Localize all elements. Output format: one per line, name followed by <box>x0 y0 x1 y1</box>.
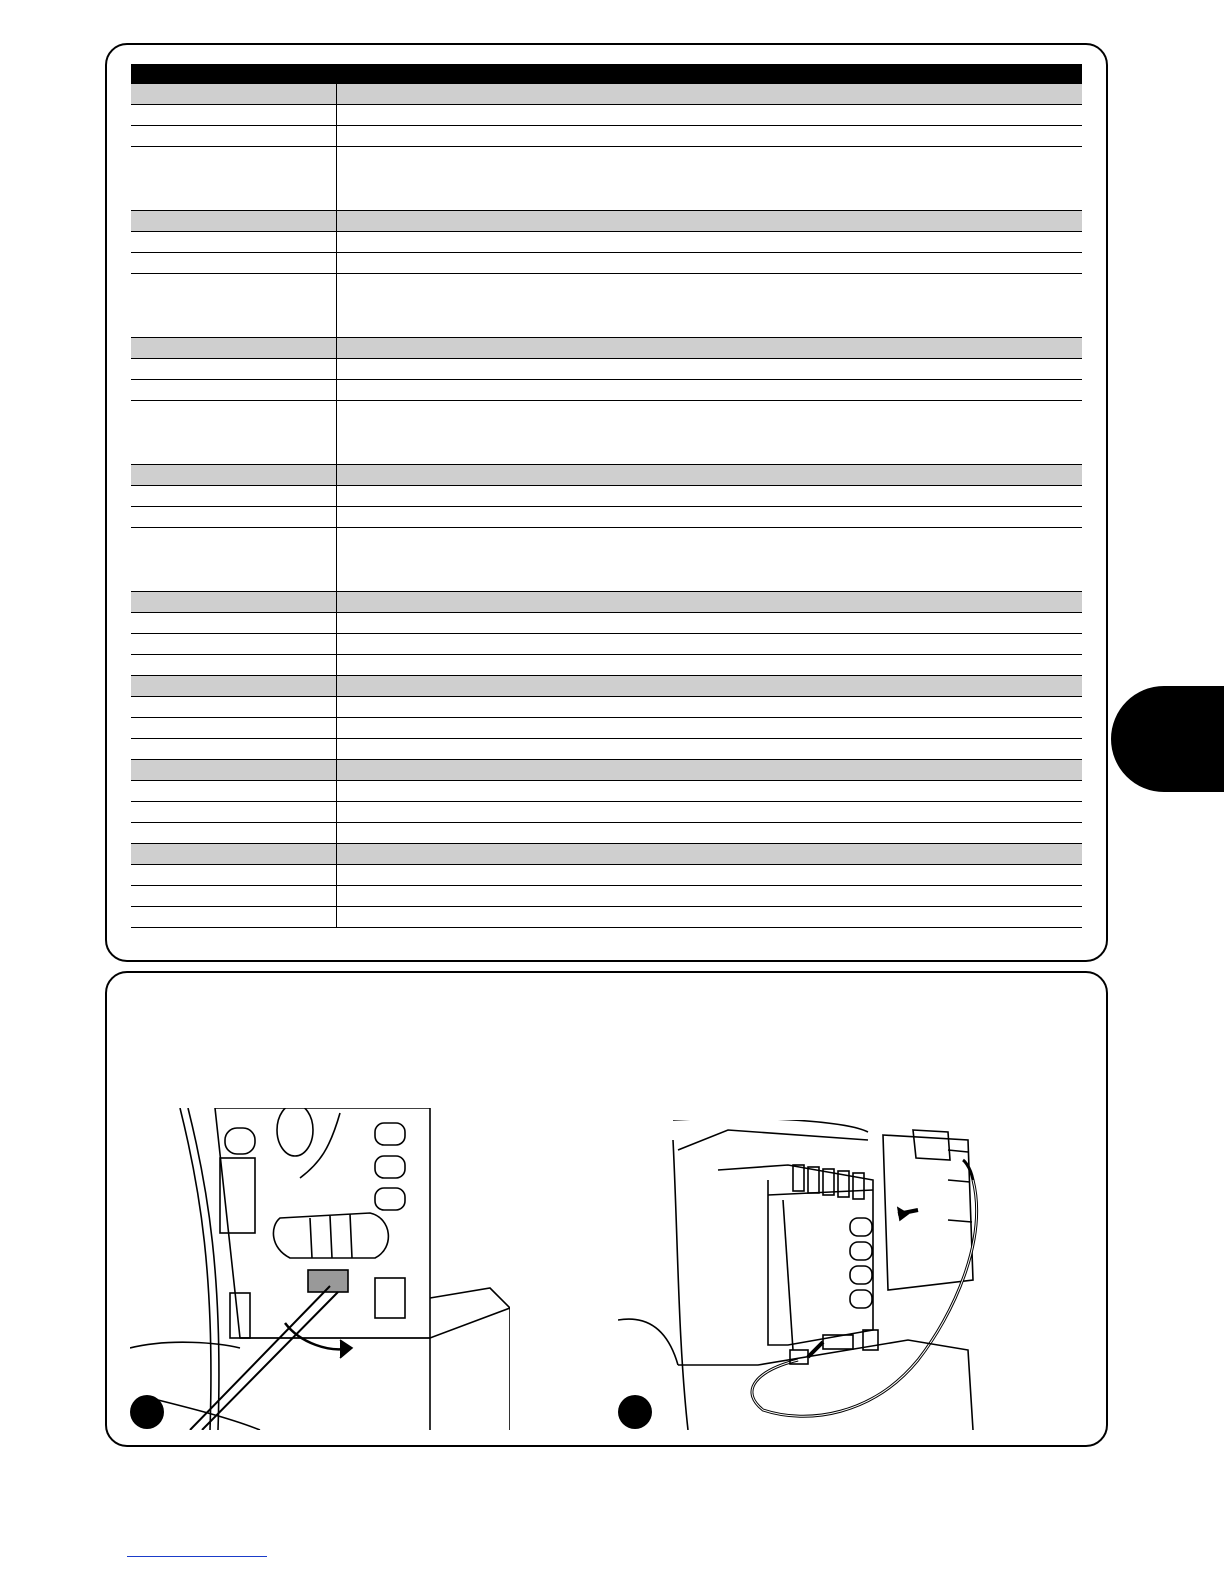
table-section-row <box>131 465 1082 486</box>
table-cell-value <box>337 739 1082 759</box>
table-row <box>131 823 1082 844</box>
table-cell-label <box>131 592 337 612</box>
table-row <box>131 634 1082 655</box>
table-cell-label <box>131 697 337 717</box>
table-row <box>131 613 1082 634</box>
table-cell-label <box>131 486 337 506</box>
table-row <box>131 232 1082 253</box>
table-cell-value <box>337 760 1082 780</box>
table-cell-label <box>131 253 337 273</box>
table-cell-label <box>131 802 337 822</box>
table-cell-value <box>337 380 1082 400</box>
table-body <box>131 84 1082 928</box>
table-cell-label <box>131 338 337 358</box>
table-cell-value <box>337 697 1082 717</box>
language-tab <box>1111 686 1224 792</box>
table-cell-value <box>337 507 1082 527</box>
unlock-control-unit-illustration <box>130 1108 510 1430</box>
table-cell-value <box>337 823 1082 843</box>
table-row <box>131 907 1082 928</box>
table-cell-value <box>337 676 1082 696</box>
table-row <box>131 274 1082 338</box>
table-row <box>131 359 1082 380</box>
table-cell-label <box>131 274 337 337</box>
table-cell-value <box>337 126 1082 146</box>
table-row <box>131 380 1082 401</box>
table-cell-value <box>337 465 1082 485</box>
table-row <box>131 105 1082 126</box>
table-cell-value <box>337 528 1082 591</box>
table-row <box>131 802 1082 823</box>
table-cell-label <box>131 84 337 104</box>
table-cell-value <box>337 886 1082 906</box>
table-cell-value <box>337 802 1082 822</box>
table-cell-label <box>131 655 337 675</box>
table-cell-value <box>337 486 1082 506</box>
footer-link-rule <box>127 1556 267 1557</box>
table-cell-label <box>131 126 337 146</box>
table-cell-label <box>131 507 337 527</box>
table-row <box>131 486 1082 507</box>
table-cell-label <box>131 105 337 125</box>
table-row <box>131 865 1082 886</box>
table-section-row <box>131 338 1082 359</box>
table-cell-value <box>337 655 1082 675</box>
table-row <box>131 126 1082 147</box>
table-section-row <box>131 676 1082 697</box>
table-cell-label <box>131 781 337 801</box>
figure-number-badge <box>618 1395 652 1429</box>
table-section-row <box>131 211 1082 232</box>
table-cell-label <box>131 465 337 485</box>
table-row <box>131 147 1082 211</box>
table-cell-label <box>131 359 337 379</box>
table-cell-value <box>337 844 1082 864</box>
table-section-row <box>131 84 1082 105</box>
table-cell-label <box>131 823 337 843</box>
table-row <box>131 655 1082 676</box>
table-row <box>131 886 1082 907</box>
table-cell-value <box>337 634 1082 654</box>
table-cell-label <box>131 232 337 252</box>
table-row <box>131 739 1082 760</box>
table-cell-label <box>131 147 337 210</box>
table-cell-label <box>131 844 337 864</box>
table-row <box>131 781 1082 802</box>
table-cell-label <box>131 886 337 906</box>
table-cell-label <box>131 739 337 759</box>
table-cell-value <box>337 781 1082 801</box>
table-cell-label <box>131 676 337 696</box>
table-cell-label <box>131 760 337 780</box>
table-row <box>131 401 1082 465</box>
table-row <box>131 718 1082 739</box>
table-cell-value <box>337 338 1082 358</box>
table-header-bar <box>131 64 1082 84</box>
table-cell-label <box>131 401 337 464</box>
table-row <box>131 528 1082 592</box>
table-cell-value <box>337 274 1082 337</box>
table-cell-label <box>131 528 337 591</box>
table-cell-value <box>337 401 1082 464</box>
spec-table <box>131 64 1082 928</box>
table-cell-label <box>131 907 337 927</box>
table-cell-value <box>337 253 1082 273</box>
table-cell-value <box>337 613 1082 633</box>
table-section-row <box>131 844 1082 865</box>
table-cell-value <box>337 865 1082 885</box>
table-row <box>131 253 1082 274</box>
table-cell-value <box>337 147 1082 210</box>
table-section-row <box>131 592 1082 613</box>
table-cell-label <box>131 634 337 654</box>
connect-receiver-cable-illustration <box>618 1120 993 1430</box>
table-cell-value <box>337 359 1082 379</box>
table-cell-label <box>131 380 337 400</box>
table-row <box>131 697 1082 718</box>
table-row <box>131 507 1082 528</box>
table-cell-value <box>337 211 1082 231</box>
table-cell-label <box>131 865 337 885</box>
table-cell-value <box>337 907 1082 927</box>
table-cell-label <box>131 613 337 633</box>
table-cell-value <box>337 718 1082 738</box>
table-cell-value <box>337 592 1082 612</box>
table-cell-value <box>337 232 1082 252</box>
table-cell-label <box>131 718 337 738</box>
table-section-row <box>131 760 1082 781</box>
figure-number-badge <box>130 1395 164 1429</box>
table-cell-label <box>131 211 337 231</box>
table-cell-value <box>337 105 1082 125</box>
table-cell-value <box>337 84 1082 104</box>
